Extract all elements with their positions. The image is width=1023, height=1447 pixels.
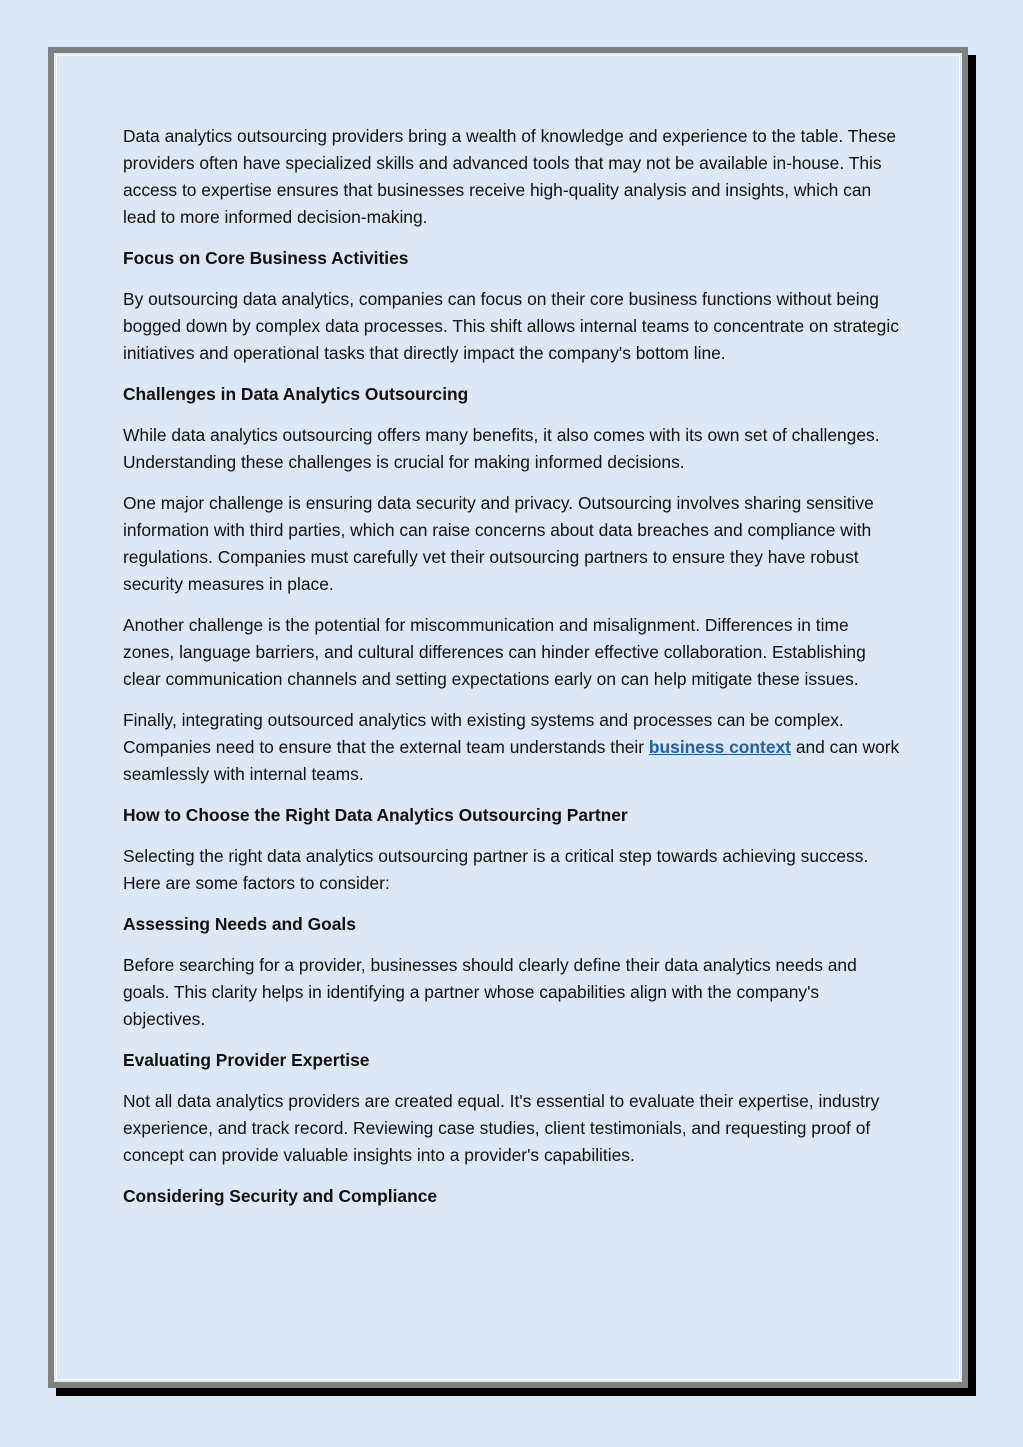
- heading-security-compliance: Considering Security and Compliance: [123, 1186, 438, 1206]
- integration-text-before-link: Finally, integrating outsourced analytics with existing systems and processes can be complex. Companies need to ensure that the external team understands their: [123, 710, 844, 757]
- document-body: [123, 123, 903, 1224]
- paragraph-evaluating-expertise: Not all data analytics providers are created equal. It's essential to evaluate their expertise, industry experience, and track record. Reviewing case studies, client testimonials, and requesting proof of concept can provide valuable insights into a provider's capabilities.: [123, 1091, 880, 1165]
- business-context-link[interactable]: business context: [648, 737, 791, 757]
- paragraph-miscommunication: Another challenge is the potential for miscommunication and misalignment. Differences in time zones, language barriers, and cultural differences can hinder effective collaboration. Establishing clear communication channels and setting expectations early on can help mitigate these issues.: [123, 615, 866, 689]
- heading-evaluating-expertise: Evaluating Provider Expertise: [123, 1050, 370, 1070]
- heading-choose-partner: How to Choose the Right Data Analytics Outsourcing Partner: [123, 805, 628, 825]
- paragraph-challenges-intro: While data analytics outsourcing offers many benefits, it also comes with its own set of challenges. Understanding these challenges is crucial for making informed decisions.: [123, 425, 880, 472]
- paragraph-integration: [123, 707, 903, 788]
- integration-text-after-link: and can work seamlessly with internal teams.: [123, 737, 900, 784]
- heading-challenges: Challenges in Data Analytics Outsourcing: [123, 384, 469, 404]
- heading-focus-core-business: Focus on Core Business Activities: [123, 248, 409, 268]
- paragraph-expertise: Data analytics outsourcing providers bring a wealth of knowledge and experience to the table. These providers often have specialized skills and advanced tools that may not be available in-house. This access to expertise ensures that businesses receive high-quality analysis and insights, which can lead to more informed decision-making.: [123, 126, 897, 227]
- paragraph-data-security: One major challenge is ensuring data security and privacy. Outsourcing involves sharing sensitive information with third parties, which can raise concerns about data breaches and compliance with regulations. Companies must carefully vet their outsourcing partners to ensure they have robust security measures in place.: [123, 493, 874, 594]
- paragraph-assessing-needs: Before searching for a provider, businesses should clearly define their data analytics needs and goals. This clarity helps in identifying a partner whose capabilities align with the company's objectives.: [123, 955, 857, 1029]
- heading-assessing-needs: Assessing Needs and Goals: [123, 914, 356, 934]
- paragraph-focus-core-business: By outsourcing data analytics, companies can focus on their core business functions without being bogged down by complex data processes. This shift allows internal teams to concentrate on strategic initiatives and operational tasks that directly impact the company's bottom line.: [123, 289, 899, 363]
- paragraph-choose-partner-intro: Selecting the right data analytics outsourcing partner is a critical step towards achieving success. Here are some factors to consider:: [123, 846, 869, 893]
